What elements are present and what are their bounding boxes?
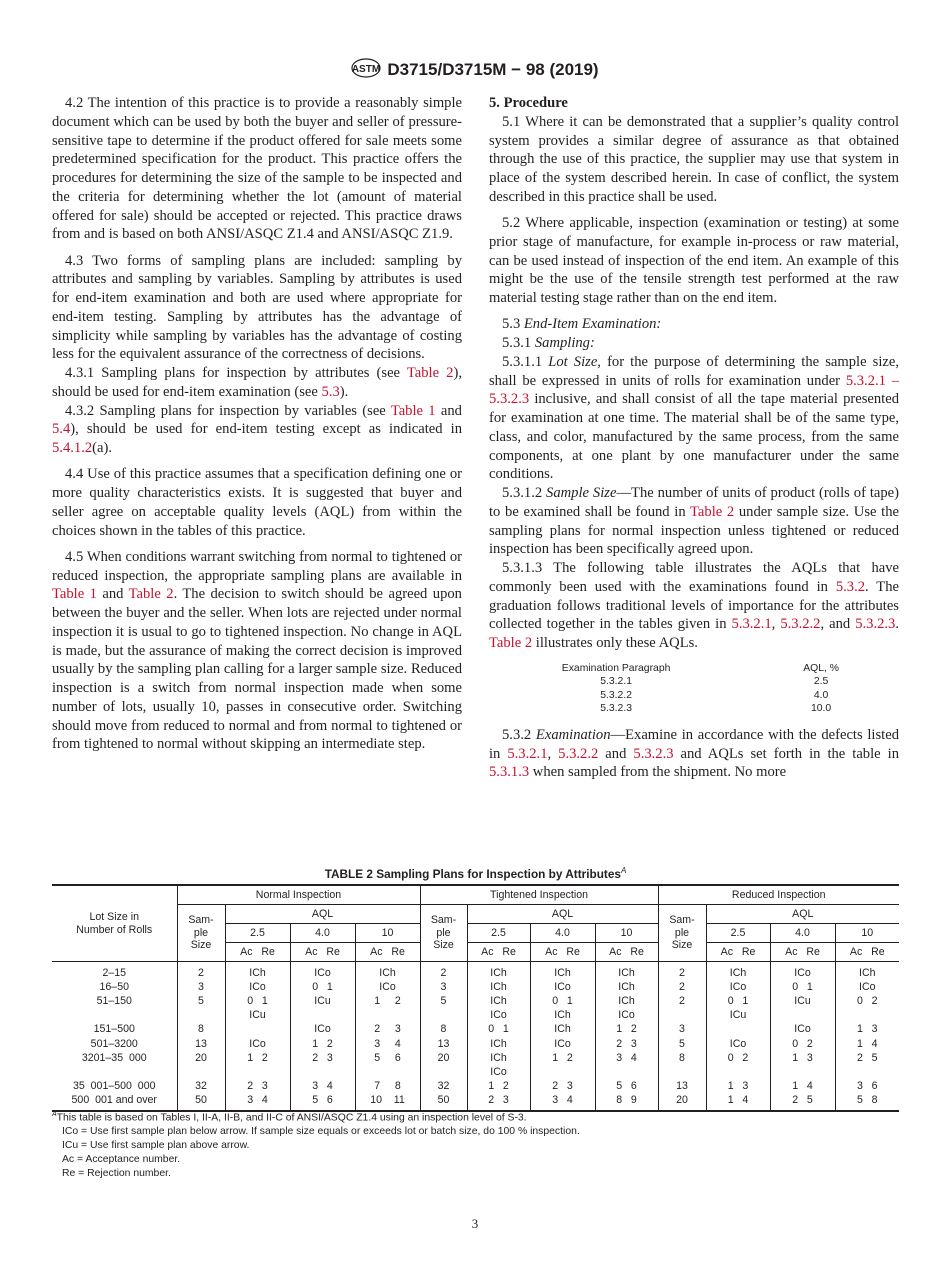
ac-re-cell: ICh bbox=[595, 980, 658, 994]
cross-reference-link[interactable]: Table 2 bbox=[489, 635, 533, 651]
ac-re-cell: 1 2 bbox=[225, 1051, 290, 1065]
ac-re-cell: 3 4 bbox=[290, 1080, 355, 1094]
sample-size-cell: 50 bbox=[177, 1094, 225, 1111]
aql-level-header: 4.0 bbox=[530, 924, 595, 943]
page-header bbox=[0, 56, 950, 80]
paragraph bbox=[489, 334, 899, 353]
ac-re-cell: ICh bbox=[355, 962, 420, 981]
table-2-title bbox=[52, 866, 899, 881]
ac-re-cell: ICo bbox=[770, 1023, 835, 1037]
ac-re-cell bbox=[355, 1065, 420, 1079]
ac-re-header: Ac Re bbox=[835, 943, 899, 962]
ac-re-header: Ac Re bbox=[290, 943, 355, 962]
sample-size-cell: 20 bbox=[658, 1094, 706, 1111]
paragraph bbox=[489, 315, 899, 334]
sample-size-cell: 8 bbox=[420, 1023, 467, 1037]
aql-level-header: 10 bbox=[595, 924, 658, 943]
table-row bbox=[52, 1009, 899, 1023]
lot-size-cell bbox=[52, 1065, 177, 1079]
cross-reference-link[interactable]: 5.3.2 bbox=[835, 578, 866, 595]
ac-re-cell: ICh bbox=[595, 962, 658, 981]
ac-re-cell: 1 4 bbox=[706, 1094, 770, 1111]
ac-re-cell: ICo bbox=[290, 962, 355, 981]
footnote bbox=[52, 1125, 899, 1139]
sample-size-cell: 8 bbox=[658, 1051, 706, 1065]
examination-paragraph: 5.3.2.1 bbox=[600, 676, 632, 688]
sample-size-cell: 2 bbox=[420, 962, 467, 981]
aql-level-header: 4.0 bbox=[290, 924, 355, 943]
italic-term: Sample Size bbox=[546, 485, 617, 501]
ac-re-header: Ac Re bbox=[225, 943, 290, 962]
ac-re-cell: 1 2 bbox=[290, 1037, 355, 1051]
sample-size-cell: 50 bbox=[420, 1094, 467, 1111]
aql-level-header: 2.5 bbox=[225, 924, 290, 943]
footnote-text: Re = Rejection number. bbox=[62, 1168, 171, 1180]
sample-size-cell bbox=[177, 1065, 225, 1079]
text-run: when sampled from the shipment. No more bbox=[529, 764, 787, 781]
ac-re-cell: 3 6 bbox=[835, 1080, 899, 1094]
ac-re-cell: ICo bbox=[290, 1023, 355, 1037]
table-title-footnote-mark: A bbox=[620, 866, 627, 875]
lot-size-header: Lot Size in Number of Rolls bbox=[52, 885, 177, 962]
ac-re-cell: 1 3 bbox=[835, 1023, 899, 1037]
text-run: 5.2 Where applicable, inspection (examination or testing) at some prior stage of manufacture, for example in-process or raw material, can be used instead of inspection of the end item. An example of this might be the use of the tensile strength test performed at the raw material testing stage rather than on the end item. bbox=[489, 215, 899, 306]
ac-re-cell: 3 4 bbox=[595, 1051, 658, 1065]
text-run: 5.1 Where it can be demonstrated that a supplier’s quality control system provides a similar degree of assurance as that obtained through the use of this practice, the supplier may use that system in place of the system described herein. In case of conflict, the system described in this practice shall be used. bbox=[489, 113, 899, 205]
header-row-groups bbox=[52, 885, 899, 905]
ac-re-cell: 1 2 bbox=[595, 1023, 658, 1037]
text-run: —The number of units of product (rolls of tape) to be examined shall be found in bbox=[489, 485, 900, 520]
page-number: 3 bbox=[471, 1216, 479, 1231]
lot-size-cell: 35 001–500 000 bbox=[73, 1080, 156, 1093]
table-row bbox=[52, 980, 899, 994]
text-run: and bbox=[96, 586, 129, 603]
ac-re-cell: ICh bbox=[467, 1037, 530, 1051]
ac-re-cell: ICh bbox=[530, 962, 595, 981]
sample-size-cell bbox=[177, 1009, 225, 1023]
ac-re-cell: ICo bbox=[355, 980, 420, 994]
ac-re-header: Ac Re bbox=[770, 943, 835, 962]
ac-re-header: Ac Re bbox=[467, 943, 530, 962]
sample-size-cell: 2 bbox=[658, 980, 706, 994]
sample-size-cell: 5 bbox=[177, 994, 225, 1008]
sample-size-cell: 5 bbox=[658, 1037, 706, 1051]
ac-re-cell: 2 3 bbox=[290, 1051, 355, 1065]
ac-re-cell: 2 3 bbox=[355, 1023, 420, 1037]
text-run: 4.4 Use of this practice assumes that a specification defining one or more quality characteristics exists. It is suggested that buyer and seller agree on acceptable quality levels (AQL) from within the choices shown in the tables of this practice. bbox=[52, 466, 462, 539]
ac-re-cell: 2 5 bbox=[770, 1094, 835, 1111]
text-run: 5.3 bbox=[502, 316, 524, 333]
ac-re-cell bbox=[225, 1065, 290, 1079]
aql-value: 2.5 bbox=[813, 676, 829, 688]
footnote bbox=[52, 1167, 899, 1181]
ac-re-cell: ICh bbox=[530, 1009, 595, 1023]
text-run: 5.3.1.1 bbox=[502, 353, 549, 370]
ac-re-header: Ac Re bbox=[355, 943, 420, 962]
sample-size-cell: 2 bbox=[658, 962, 706, 981]
ac-re-cell: 2 3 bbox=[530, 1080, 595, 1094]
paragraph bbox=[489, 113, 899, 207]
lot-size-cell: 151–500 bbox=[93, 1023, 135, 1036]
aql-value: 4.0 bbox=[813, 689, 829, 701]
header-row-aql bbox=[52, 905, 899, 924]
cross-reference-link[interactable]: 5.3 bbox=[321, 383, 340, 400]
lot-size-cell: 3201–35 000 bbox=[81, 1051, 147, 1064]
ac-re-cell: 1 4 bbox=[835, 1037, 899, 1051]
ac-re-cell: ICh bbox=[467, 994, 530, 1008]
ac-re-cell: 10 11 bbox=[355, 1094, 420, 1111]
sample-size-cell bbox=[658, 1009, 706, 1023]
sample-size-cell: 20 bbox=[177, 1051, 225, 1065]
lot-size-cell: 500 001 and over bbox=[71, 1094, 157, 1107]
ac-re-cell: 0 2 bbox=[835, 994, 899, 1008]
ac-re-cell: 2 5 bbox=[835, 1051, 899, 1065]
text-run: inclusive, and shall consist of all the tape material presented for examination at one time. The material shall be of the same type, class, and color, manufactured by the same process, from the same components, at one plant by one manufacturer under the same conditions. bbox=[489, 391, 899, 483]
ac-re-cell: 5 8 bbox=[835, 1094, 899, 1111]
italic-term: End-Item Examination: bbox=[523, 316, 662, 333]
ac-re-cell bbox=[290, 1065, 355, 1079]
aql-level-header: 4.0 bbox=[770, 924, 835, 943]
cross-reference-link[interactable]: Table 1 bbox=[390, 402, 436, 419]
ac-re-cell: ICo bbox=[835, 980, 899, 994]
text-run: 5.3.1.3 The following table illustrates the AQLs that have commonly been used with the examinations found in bbox=[489, 560, 899, 595]
sample-size-cell: 8 bbox=[177, 1023, 225, 1037]
sample-size-header: Sam- ple Size bbox=[420, 905, 467, 962]
text-run: . bbox=[895, 616, 899, 633]
sample-size-cell: 3 bbox=[420, 980, 467, 994]
examination-paragraph: 5.3.2.2 bbox=[600, 689, 632, 701]
group-header: Reduced Inspection bbox=[658, 885, 899, 905]
cross-reference-link[interactable]: 5.3.2.3 bbox=[855, 616, 896, 633]
ac-re-cell: ICh bbox=[467, 1051, 530, 1065]
paragraph bbox=[52, 252, 462, 365]
ac-re-cell: ICu bbox=[770, 994, 835, 1008]
cross-reference-link[interactable]: 5.3.2.2 bbox=[780, 616, 821, 633]
cross-reference-link[interactable]: 5.3.2.1 bbox=[507, 745, 548, 762]
footnote-text: Ac = Acceptance number. bbox=[62, 1154, 181, 1166]
ac-re-cell: 3 4 bbox=[355, 1037, 420, 1051]
cross-reference-link[interactable]: Table 2 bbox=[406, 365, 454, 381]
paragraph bbox=[52, 94, 462, 244]
table-title-text: TABLE 2 Sampling Plans for Inspection by Attributes bbox=[324, 866, 621, 881]
ac-re-cell: 0 1 bbox=[290, 980, 355, 994]
lot-size-cell bbox=[52, 1009, 177, 1023]
aql-table-row bbox=[489, 689, 899, 703]
ac-re-cell: 5 6 bbox=[355, 1051, 420, 1065]
ac-re-cell: 2 3 bbox=[595, 1037, 658, 1051]
cross-reference-link[interactable]: 5.3.2.3 bbox=[633, 745, 674, 762]
text-run: 4.3 Two forms of sampling plans are included: sampling by attributes and sampling by variables. Sampling by attributes is used for end-item examination and both are used where appropriate for end-item testing. Sampling by attributes has the advantage of simplicity while sampling by variables has the advantage of costing less for the equivalent assurance of the correctness of decisions. bbox=[52, 252, 462, 363]
ac-re-cell: ICh bbox=[706, 962, 770, 981]
aql-level-header: 10 bbox=[835, 924, 899, 943]
ac-re-cell: ICh bbox=[835, 962, 899, 981]
ac-re-cell: 1 3 bbox=[770, 1051, 835, 1065]
ac-re-header: Ac Re bbox=[595, 943, 658, 962]
text-run: . The decision to switch should be agreed upon between the buyer and the seller. When lots are rejected under normal inspection it is usual to go to tightened inspection. No change in AQL is made, but the assurance of making the correct decision is improved usually by the sampling plan calling for a larger sample size. Reduced inspection is a switch from normal inspection made when some number of lots, usually 10, passes in consecutive order. Switching should move from reduced to normal and from normal to tightened or from tightened to normal without skipping an intermediate step. bbox=[52, 586, 462, 753]
paragraph bbox=[489, 214, 899, 308]
left-column bbox=[52, 94, 462, 754]
text-run: , bbox=[547, 745, 559, 762]
footnote bbox=[52, 1139, 899, 1153]
ac-re-cell: ICo bbox=[706, 980, 770, 994]
aql-level-header: 10 bbox=[355, 924, 420, 943]
footnote bbox=[52, 1153, 899, 1167]
ac-re-cell: ICu bbox=[225, 1009, 290, 1023]
aql-table bbox=[489, 662, 899, 716]
ac-re-cell bbox=[770, 1009, 835, 1023]
ac-re-cell: 1 2 bbox=[530, 1051, 595, 1065]
ac-re-cell bbox=[290, 1009, 355, 1023]
sample-size-cell: 2 bbox=[658, 994, 706, 1008]
aql-table-row bbox=[489, 675, 899, 689]
sample-size-header: Sam- ple Size bbox=[177, 905, 225, 962]
examination-paragraph: 5.3.2.3 bbox=[600, 703, 632, 715]
table-row bbox=[52, 1023, 899, 1037]
ac-re-cell: ICo bbox=[530, 1037, 595, 1051]
sample-size-cell bbox=[658, 1065, 706, 1079]
text-run: 5.3.2 bbox=[502, 726, 536, 743]
section-heading-procedure: 5. Procedure bbox=[489, 95, 568, 111]
sample-size-cell: 20 bbox=[420, 1051, 467, 1065]
lot-size-cell: 501–3200 bbox=[90, 1037, 138, 1050]
aql-level-header: 2.5 bbox=[706, 924, 770, 943]
ac-re-cell: ICo bbox=[595, 1009, 658, 1023]
ac-re-cell: ICu bbox=[706, 1009, 770, 1023]
paragraph bbox=[52, 402, 462, 458]
svg-text:ASTM: ASTM bbox=[352, 64, 381, 75]
ac-re-cell bbox=[595, 1065, 658, 1079]
ac-re-cell: ICh bbox=[595, 994, 658, 1008]
sample-size-cell bbox=[420, 1009, 467, 1023]
text-run: and bbox=[598, 745, 634, 762]
aql-level-header: 2.5 bbox=[467, 924, 530, 943]
footnote-text: ICo = Use first sample plan below arrow. If sample size equals or exceeds lot or batch size, do 100 % inspection. bbox=[62, 1126, 580, 1138]
cross-reference-link[interactable]: 5.4 bbox=[52, 421, 71, 438]
paragraph bbox=[489, 353, 899, 484]
cross-reference-link[interactable]: 5.3.1.3 bbox=[489, 764, 530, 781]
text-run: and bbox=[435, 402, 462, 419]
ac-re-cell: 0 1 bbox=[467, 1023, 530, 1037]
text-run: . The graduation follows traditional levels of importance for the attributes collected together in the tables given in bbox=[489, 578, 899, 633]
group-header: Tightened Inspection bbox=[420, 885, 658, 905]
sample-size-cell: 5 bbox=[420, 994, 467, 1008]
ac-re-cell bbox=[706, 1023, 770, 1037]
sample-size-cell: 3 bbox=[658, 1023, 706, 1037]
ac-re-cell: ICo bbox=[530, 980, 595, 994]
ac-re-cell: ICo bbox=[706, 1037, 770, 1051]
ac-re-cell: ICu bbox=[290, 994, 355, 1008]
sample-size-cell: 3 bbox=[177, 980, 225, 994]
text-run: 5.3.1 bbox=[502, 335, 535, 351]
cross-reference-link[interactable]: Table 1 bbox=[52, 586, 97, 603]
text-run: ), should be used for end-item examination (see bbox=[52, 365, 462, 400]
ac-re-cell: ICh bbox=[530, 1023, 595, 1037]
sample-size-cell bbox=[420, 1065, 467, 1079]
table-row bbox=[52, 962, 899, 981]
aql-table-header: Examination Paragraph bbox=[561, 662, 671, 674]
italic-term: Sampling: bbox=[534, 335, 595, 351]
cross-reference-link[interactable]: Table 2 bbox=[128, 586, 174, 603]
table-row bbox=[52, 1080, 899, 1094]
cross-reference-link[interactable]: 5.3.2.1 bbox=[731, 616, 772, 633]
aql-header: AQL bbox=[225, 905, 420, 924]
ac-re-cell: 2 3 bbox=[225, 1080, 290, 1094]
ac-re-cell: 5 6 bbox=[595, 1080, 658, 1094]
paragraph bbox=[489, 559, 899, 653]
lot-size-cell: 16–50 bbox=[99, 980, 129, 993]
ac-re-cell: 0 1 bbox=[530, 994, 595, 1008]
sample-size-cell: 13 bbox=[420, 1037, 467, 1051]
ac-re-cell: 0 1 bbox=[770, 980, 835, 994]
ac-re-cell bbox=[355, 1009, 420, 1023]
ac-re-cell: ICh bbox=[467, 980, 530, 994]
cross-reference-link[interactable]: 5.3.2.2 bbox=[558, 745, 599, 762]
group-header: Normal Inspection bbox=[177, 885, 420, 905]
aql-value: 10.0 bbox=[810, 703, 832, 715]
paragraph bbox=[52, 548, 462, 754]
ac-re-cell: 3 4 bbox=[225, 1094, 290, 1111]
table-row bbox=[52, 1051, 899, 1065]
ac-re-cell bbox=[770, 1065, 835, 1079]
ac-re-cell: 5 6 bbox=[290, 1094, 355, 1111]
text-run: , bbox=[771, 616, 781, 633]
paragraph bbox=[489, 484, 899, 559]
table-footnotes bbox=[52, 1108, 899, 1181]
text-run: illustrates only these AQLs. bbox=[532, 635, 698, 651]
astm-logo-icon bbox=[351, 56, 381, 80]
ac-re-cell: ICo bbox=[225, 1037, 290, 1051]
ac-re-header: Ac Re bbox=[706, 943, 770, 962]
ac-re-cell bbox=[835, 1065, 899, 1079]
text-run: for the purpose of determining the sample size, shall be expressed in units of rolls for examination under bbox=[489, 353, 899, 389]
italic-term: Examination bbox=[535, 726, 611, 743]
text-run: , and bbox=[820, 616, 856, 633]
ac-re-cell: 1 2 bbox=[355, 994, 420, 1008]
aql-header: AQL bbox=[467, 905, 658, 924]
aql-table-row bbox=[489, 702, 899, 716]
text-run: (a). bbox=[92, 440, 112, 456]
ac-re-cell: 0 2 bbox=[770, 1037, 835, 1051]
ac-re-cell: 7 8 bbox=[355, 1080, 420, 1094]
table-2-sampling-plans bbox=[52, 884, 899, 1112]
text-run: ). bbox=[339, 383, 349, 400]
cross-reference-link[interactable]: 5.3.2.1 – 5.3.2.3 bbox=[489, 372, 900, 408]
footnote-mark: A bbox=[52, 1111, 57, 1118]
paragraph bbox=[52, 364, 462, 402]
lot-size-cell: 51–150 bbox=[96, 994, 132, 1007]
ac-re-cell: 1 2 bbox=[467, 1080, 530, 1094]
ac-re-cell: 0 2 bbox=[706, 1051, 770, 1065]
right-column bbox=[489, 94, 899, 782]
paragraph bbox=[489, 726, 899, 782]
ac-re-cell bbox=[530, 1065, 595, 1079]
text-run: 4.3.2 Sampling plans for inspection by variables (see bbox=[65, 402, 391, 419]
table-row bbox=[52, 1037, 899, 1051]
text-run: 4.2 The intention of this practice is to provide a reasonably simple document which can be used by both the buyer and seller of pressure-sensitive tape to determine if the product offered for sale meets some predetermined specification for the product. This practice offers the procedures for determining the size of the sample to be inspected and the criteria for determining whether the lot (amount of material offered for sale) should be accepted or rejected. This practice draws from and is based on both ANSI/ASQC Z1.4 and ANSI/ASQC Z1.9. bbox=[52, 95, 462, 243]
text-run: ), should be used for end-item testing except as indicated in bbox=[70, 421, 462, 438]
aql-header: AQL bbox=[706, 905, 899, 924]
ac-re-cell: 3 4 bbox=[530, 1094, 595, 1111]
ac-re-cell: ICo bbox=[467, 1009, 530, 1023]
ac-re-cell: 2 3 bbox=[467, 1094, 530, 1111]
sample-size-cell: 32 bbox=[177, 1080, 225, 1094]
footnote-text: ICu = Use first sample plan above arrow. bbox=[62, 1140, 250, 1152]
ac-re-cell bbox=[835, 1009, 899, 1023]
lot-size-cell: 2–15 bbox=[102, 966, 127, 979]
ac-re-cell: 8 9 bbox=[595, 1094, 658, 1111]
footnote bbox=[52, 1108, 899, 1125]
ac-re-cell: 0 1 bbox=[225, 994, 290, 1008]
table-row bbox=[52, 994, 899, 1008]
sample-size-cell: 32 bbox=[420, 1080, 467, 1094]
sample-size-cell: 2 bbox=[177, 962, 225, 981]
text-run: 4.5 When conditions warrant switching from normal to tightened or reduced inspection, the appropriate sampling plans are available in bbox=[52, 548, 462, 584]
ac-re-cell: ICh bbox=[467, 962, 530, 981]
ac-re-cell bbox=[706, 1065, 770, 1079]
ac-re-cell: ICo bbox=[225, 980, 290, 994]
table-row bbox=[52, 1065, 899, 1079]
ac-re-cell: 1 3 bbox=[706, 1080, 770, 1094]
ac-re-cell: ICo bbox=[770, 962, 835, 981]
text-run: —Examine in accordance with the defects listed in bbox=[489, 726, 899, 762]
sample-size-cell: 13 bbox=[177, 1037, 225, 1051]
aql-table-header: AQL, % bbox=[803, 662, 839, 674]
cross-reference-link[interactable]: 5.4.1.2 bbox=[52, 440, 93, 456]
footnote-text: This table is based on Tables I, II-A, II-B, and II-C of ANSI/ASQC Z1.4 using an inspection level of S-3. bbox=[56, 1112, 527, 1124]
text-run: 5.3.1.2 bbox=[502, 485, 547, 501]
ac-re-header: Ac Re bbox=[530, 943, 595, 962]
ac-re-cell: 1 4 bbox=[770, 1080, 835, 1094]
ac-re-cell: ICh bbox=[225, 962, 290, 981]
italic-term: Lot Size, bbox=[548, 353, 601, 370]
ac-re-cell bbox=[225, 1023, 290, 1037]
ac-re-cell: 0 1 bbox=[706, 994, 770, 1008]
sample-size-cell: 13 bbox=[658, 1080, 706, 1094]
paragraph bbox=[52, 465, 462, 540]
document-designation: D3715/D3715M − 98 (2019) bbox=[387, 60, 599, 79]
text-run: under sample size. Use the sampling plans for normal inspection unless tightened or reduced inspection has been specifically agreed upon. bbox=[489, 503, 899, 558]
text-run: and AQLs set forth in the table in bbox=[673, 745, 899, 762]
text-run: 4.3.1 Sampling plans for inspection by attributes (see bbox=[65, 365, 407, 381]
ac-re-cell: ICo bbox=[467, 1065, 530, 1079]
cross-reference-link[interactable]: Table 2 bbox=[690, 503, 735, 520]
sample-size-header: Sam- ple Size bbox=[658, 905, 706, 962]
